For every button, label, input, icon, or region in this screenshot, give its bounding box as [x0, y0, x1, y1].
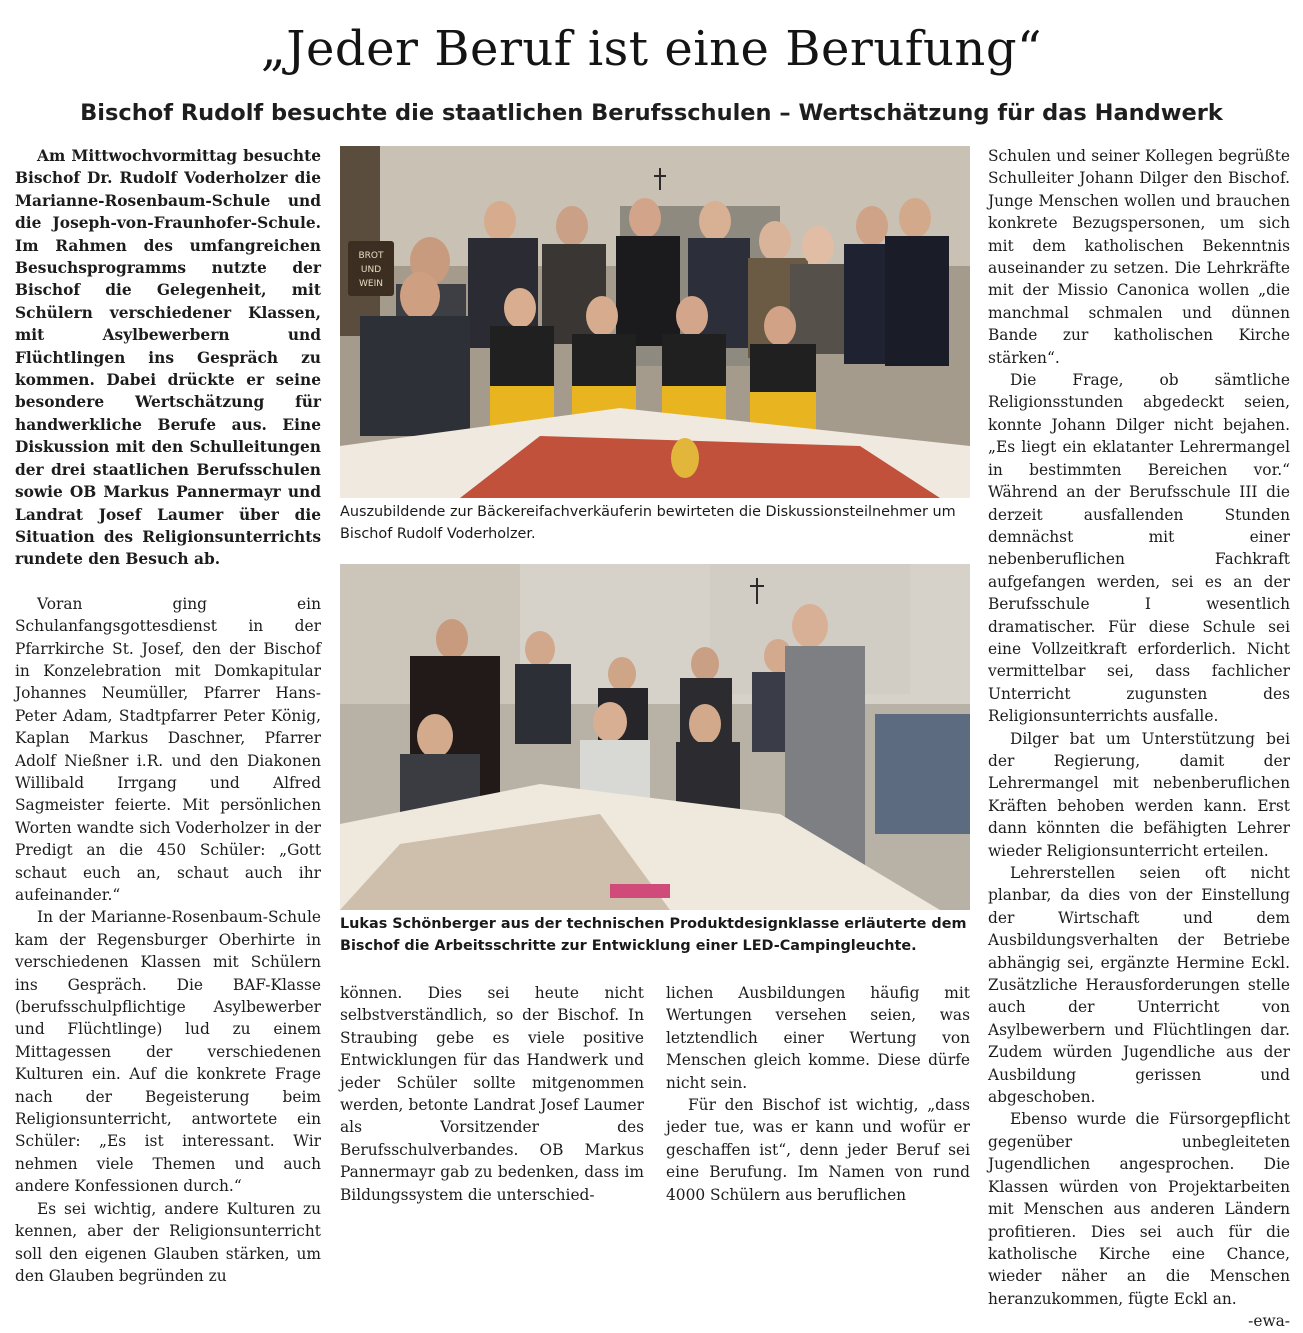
photo-1-caption: Auszubildende zur Bäckereifachverkäuferin bewirteten die Diskussionsteilnehmer um Bischof Rudolf Voderholzer.	[340, 504, 956, 542]
photo-2-caption: Lukas Schönberger aus der technischen Produktdesignklasse erläuterte dem Bischof die Arbeitsschritte zur Entwicklung einer LED-Campingleuchte.	[340, 916, 967, 954]
headline: „Jeder Beruf ist eine Berufung“	[260, 21, 1043, 77]
paragraph-text: Ebenso wurde die Fürsorgepflicht gegenüber unbegleiteten Jugendlichen angesprochen. Die Klassen würden von Projektarbeiten mit Menschen aus anderen Ländern profitieren. Dies sei auch für die katholische Kirche eine Chance, wieder näher an die Menschen heranzukommen, fügte Eckl an.	[988, 1110, 1290, 1308]
column-3	[666, 982, 970, 1206]
sign-text: BROT	[358, 251, 384, 261]
sign-text: UND	[360, 265, 382, 275]
column-4	[988, 145, 1290, 1333]
paragraph: können. Dies sei heute nicht selbstverständlich, so der Bischof. In Straubing gebe es viele positive Entwicklungen für das Handwerk und jeder Schüler sollte mitgenommen werden, betonte Landrat Josef Laumer als Vorsitzender des Berufsschulverbandes. OB Markus Pannermayr gab zu bedenken, dass im Bildungssystem die unterschied-	[340, 984, 644, 1204]
paragraph: Es sei wichtig, andere Kulturen zu kennen, aber der Religionsunterricht soll den eigenen Glauben stärken, um den Glauben begründen zu	[15, 1199, 321, 1285]
paragraph: Lehrerstellen seien oft nicht planbar, da dies von der Einstellung der Wirtschaft und dem Ausbildungsverhalten der Betriebe abhängig sei, ergänzte Hermine Eckl. Zusätzliche Herausforderungen stelle auch der Unterricht von Asylbewerbern und Flüchtlingen dar. Zudem würden Jugendliche aus der Ausbildung gerissen und abgeschoben.	[988, 864, 1290, 1107]
paragraph: lichen Ausbildungen häufig mit Wertungen versehen seien, was letztendlich einer Wertung von Menschen gleich komme. Diese dürfe nicht sein.	[666, 984, 970, 1092]
byline: -ewa-	[1248, 1312, 1290, 1331]
sign-text: WEIN	[359, 279, 383, 289]
lead-paragraph: Am Mittwochvormittag besuchte Bischof Dr. Rudolf Voderholzer die Marianne-Rosenbaum-Schule und die Joseph-von-Fraunhofer-Schule. Im Rahmen des umfangreichen Besuchsprogramms nutzte der Bischof die Gelegenheit, mit Schülern verschiedener Klassen, mit Asylbewerbern und Flüchtlingen ins Gespräch zu kommen. Dabei drückte er seine besondere Wertschätzung für handwerkliche Berufe aus. Eine Diskussion mit den Schulleitungen der drei staatlichen Berufsschulen sowie OB Markus Pannermayr und Landrat Josef Laumer über die Situation des Religionsunterrichts rundete den Besuch ab.	[15, 147, 321, 569]
paragraph	[988, 1108, 1290, 1331]
subheadline: Bischof Rudolf besuchte die staatlichen Berufsschulen – Wertschätzung für das Handwerk	[80, 100, 1223, 126]
paragraph: Dilger bat um Unterstützung bei der Regierung, damit der Lehrermangel mit nebenberuflichen Kräften behoben werden kann. Erst dann könnten die befähigten Lehrer wieder Religionsunterricht erteilen.	[988, 729, 1290, 860]
photo-1-illustration	[340, 146, 970, 498]
photo-group-bishop-table	[340, 146, 970, 498]
paragraph: Voran ging ein Schulanfangsgottesdienst in der Pfarrkirche St. Josef, den der Bischof in Konzelebration mit Domkapitular Johannes Neumüller, Pfarrer Hans-Peter Adam, Stadtpfarrer Peter König, Kaplan Markus Daschner, Pfarrer Adolf Nießner i.R. und den Diakonen Willibald Irrgang und Alfred Sagmeister feierte. Mit persönlichen Worten wandte sich Voderholzer in der Predigt an die 450 Schüler: „Gott schaut euch an, schaut auch ihr aufeinander.“	[15, 594, 321, 904]
photo-2-illustration	[340, 564, 970, 910]
paragraph: In der Marianne-Rosenbaum-Schule kam der Regensburger Oberhirte in verschiedenen Klassen mit Schülern ins Gespräch. Die BAF-Klasse (berufsschulpflichtige Asylbewerber und Flüchtlinge) lud zu einem Mittagessen der verschiedenen Kulturen ein. Auf die konkrete Frage nach der Begeisterung beim Religionsunterricht, antwortete ein Schüler: „Es ist interessant. Wir nehmen viele Themen und auch andere Konfessionen durch.“	[15, 908, 321, 1196]
paragraph: Die Frage, ob sämtliche Religionsstunden abgedeckt seien, konnte Johann Dilger nicht bejahen. „Es liegt ein eklatanter Lehrermangel in bestimmten Bereichen vor.“ Während an der Berufsschule III die derzeit ausfallenden Stunden demnächst mit einer nebenberuflichen Fachkraft aufgefangen werden, sei es an der Berufsschule I wesentlich dramatischer. Für diese Schule sei eine Vollzeitkraft erforderlich. Nicht vermittelbar sei, dass fachlicher Unterricht zugunsten des Religionsunterrichts ausfalle.	[988, 371, 1290, 726]
photo-classroom-students	[340, 564, 970, 910]
paragraph: Schulen und seiner Kollegen begrüßte Schulleiter Johann Dilger den Bischof. Junge Menschen wollen und brauchen konkrete Bezugspersonen, um sich mit dem katholischen Bekenntnis auseinander zu setzen. Die Lehrkräfte mit der Missio Canonica wollen „die manchmal schmalen und dünnen Bande zur katholischen Kirche stärken“.	[988, 147, 1290, 367]
paragraph: Für den Bischof ist wichtig, „dass jeder tue, was er kann und wofür er geschaffen ist“, denn jeder Beruf sei eine Berufung. Im Namen von rund 4000 Schülern aus beruflichen	[666, 1096, 970, 1204]
column-1	[15, 145, 321, 1287]
column-2	[340, 982, 644, 1206]
